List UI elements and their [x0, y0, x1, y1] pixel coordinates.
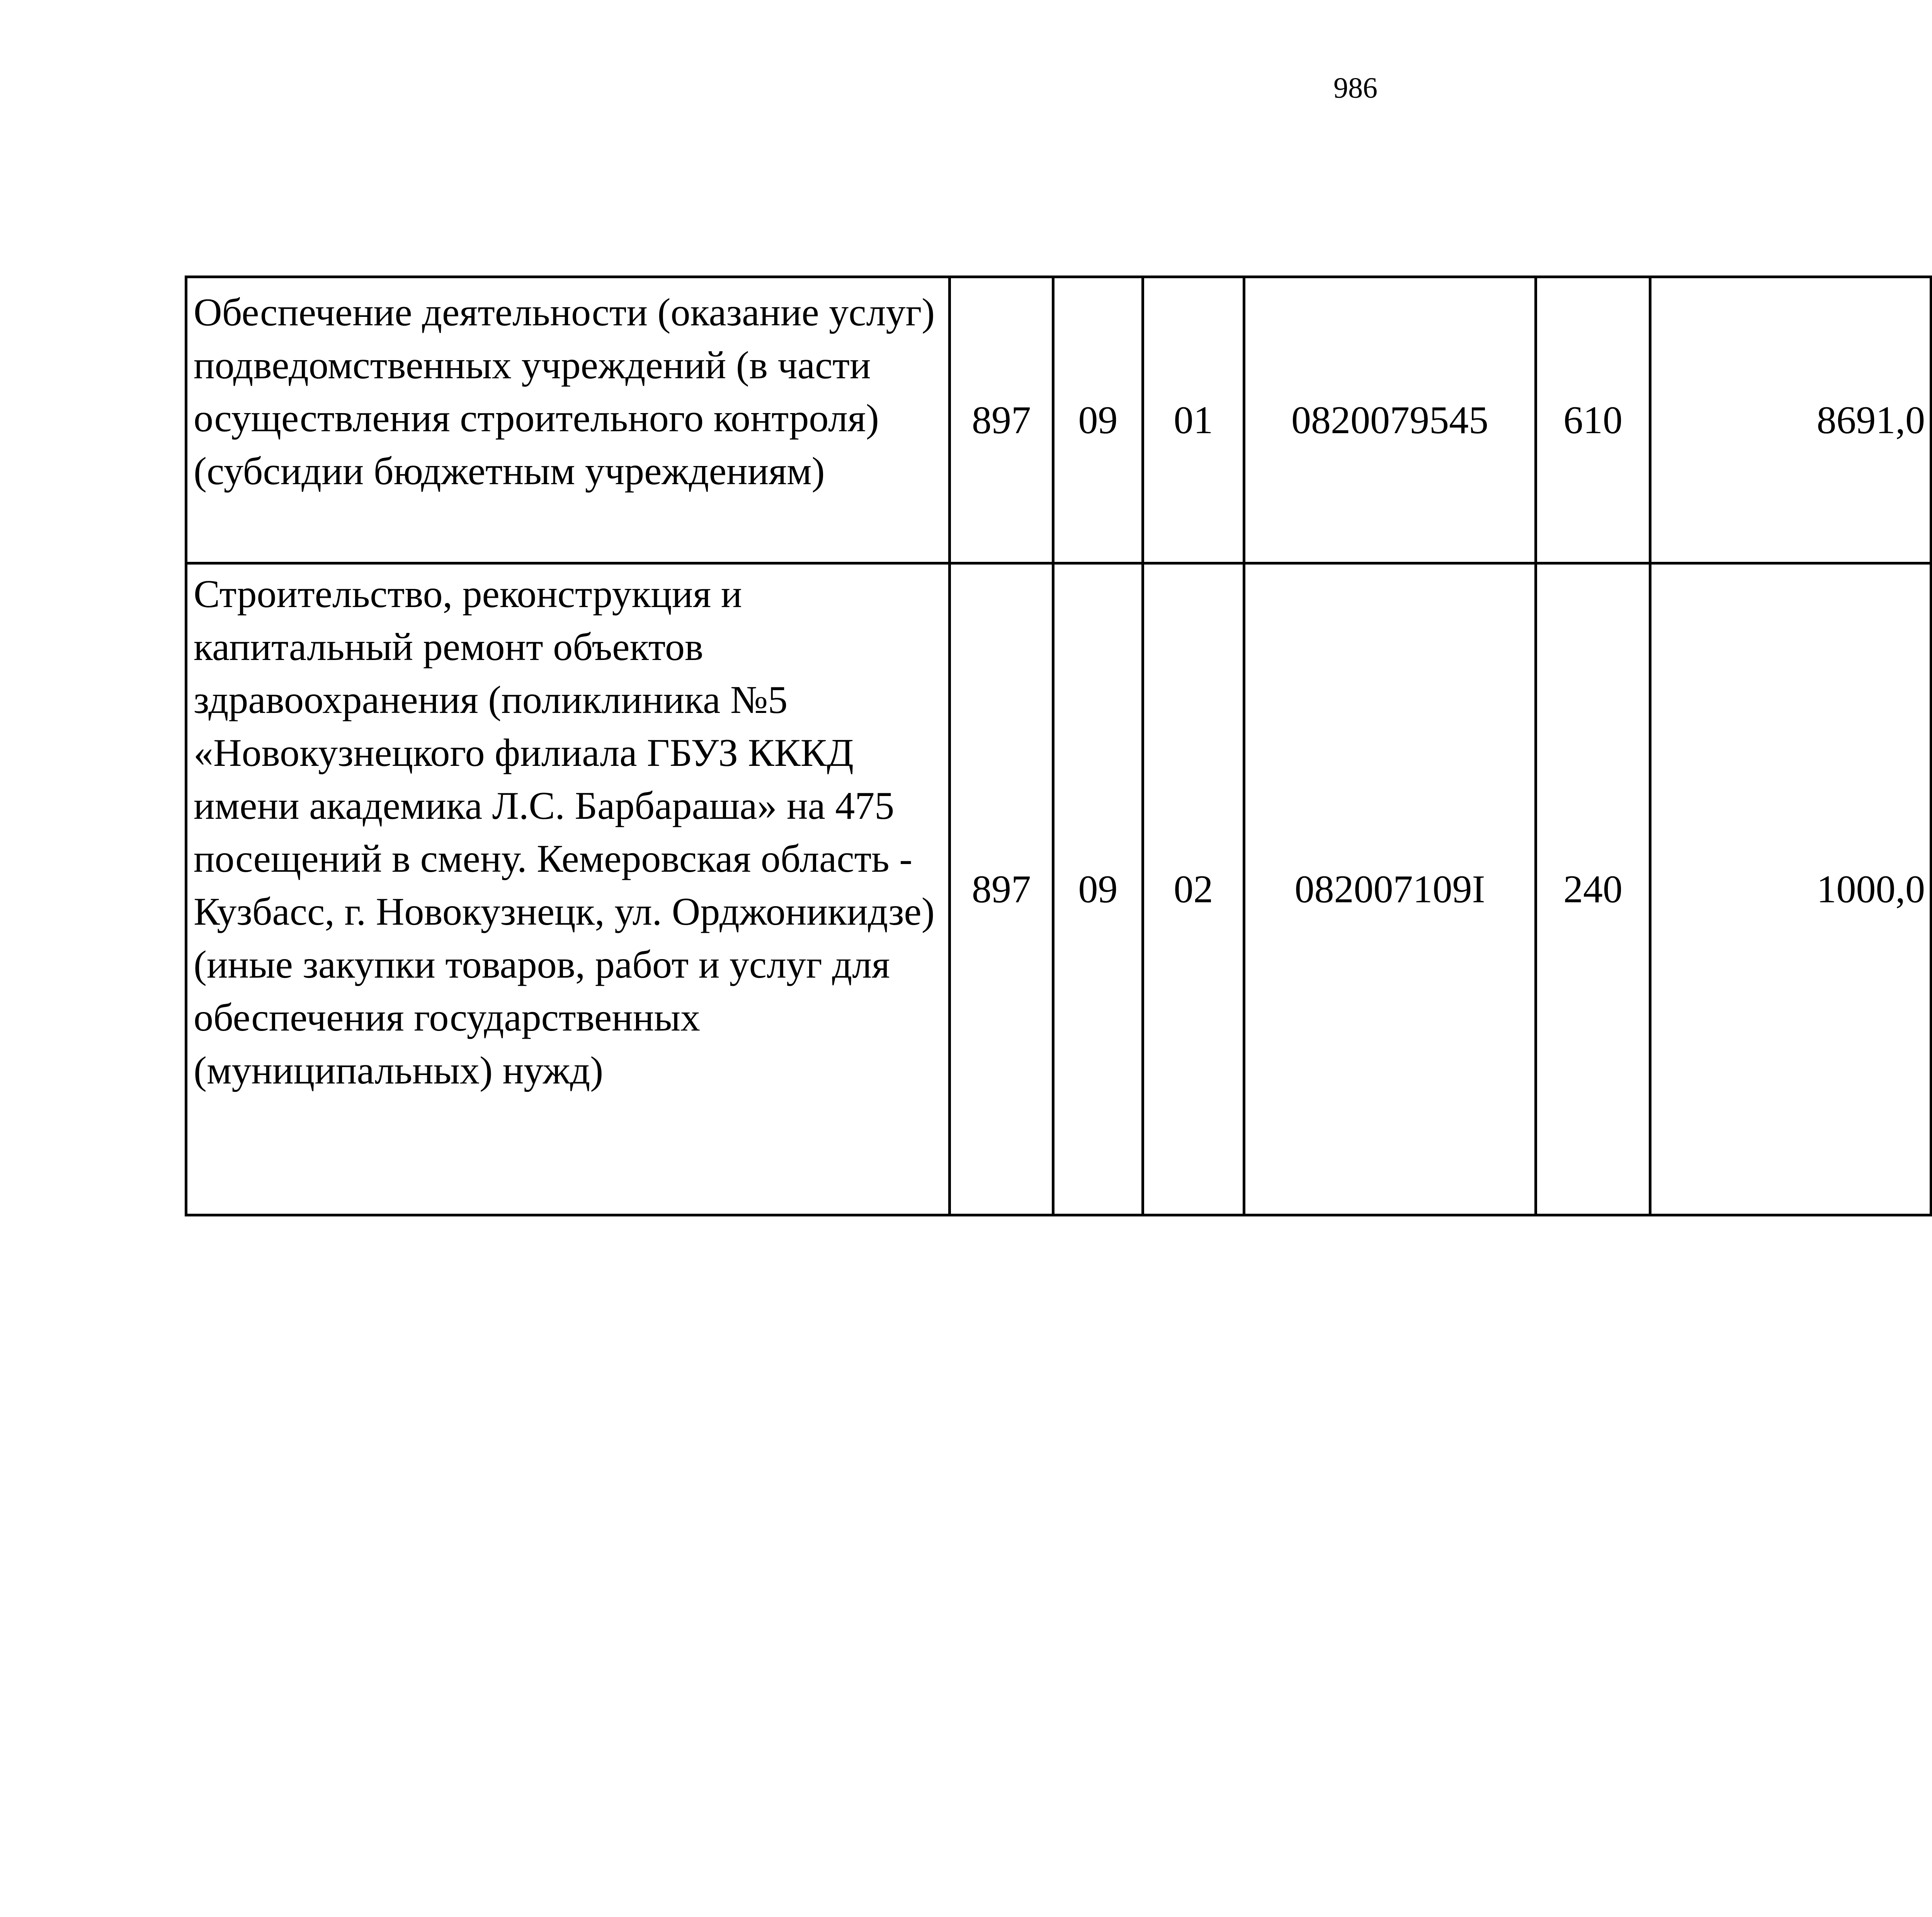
cell-expense-type: 610	[1536, 277, 1650, 563]
cell-expense-type: 240	[1536, 563, 1650, 1215]
page-number: 986	[1333, 72, 1378, 104]
cell-ministry: 897	[950, 563, 1053, 1215]
cell-section: 09	[1053, 563, 1143, 1215]
table-row	[186, 563, 1932, 1215]
cell-section: 09	[1053, 277, 1143, 563]
cell-target-article: 082007109I	[1244, 563, 1536, 1215]
cell-description: Строительство, реконструкция и капитальный ремонт объектов здравоохранения (поликлиника №5 «Новокузнецкого филиала ГБУЗ КККД имени академика Л.С. Барбараша» на 475 посещений в смену. Кемеровская область - Кузбасс, г. Новокузнецк, ул. Орджоникидзе) (иные закупки товаров, работ и услуг для обеспечения государственных (муниципальных) нужд)	[186, 563, 950, 1215]
table-row	[186, 277, 1932, 563]
cell-subsection: 02	[1143, 563, 1244, 1215]
cell-ministry: 897	[950, 277, 1053, 563]
cell-description: Обеспечение деятельности (оказание услуг) подведомственных учреждений (в части осуществления строительного контроля) (субсидии бюджетным учреждениям)	[186, 277, 950, 563]
cell-amount-1: 1000,0	[1650, 563, 1931, 1215]
cell-target-article: 0820079545	[1244, 277, 1536, 563]
cell-subsection: 01	[1143, 277, 1244, 563]
budget-table	[185, 276, 1932, 1216]
cell-amount-1: 8691,0	[1650, 277, 1931, 563]
